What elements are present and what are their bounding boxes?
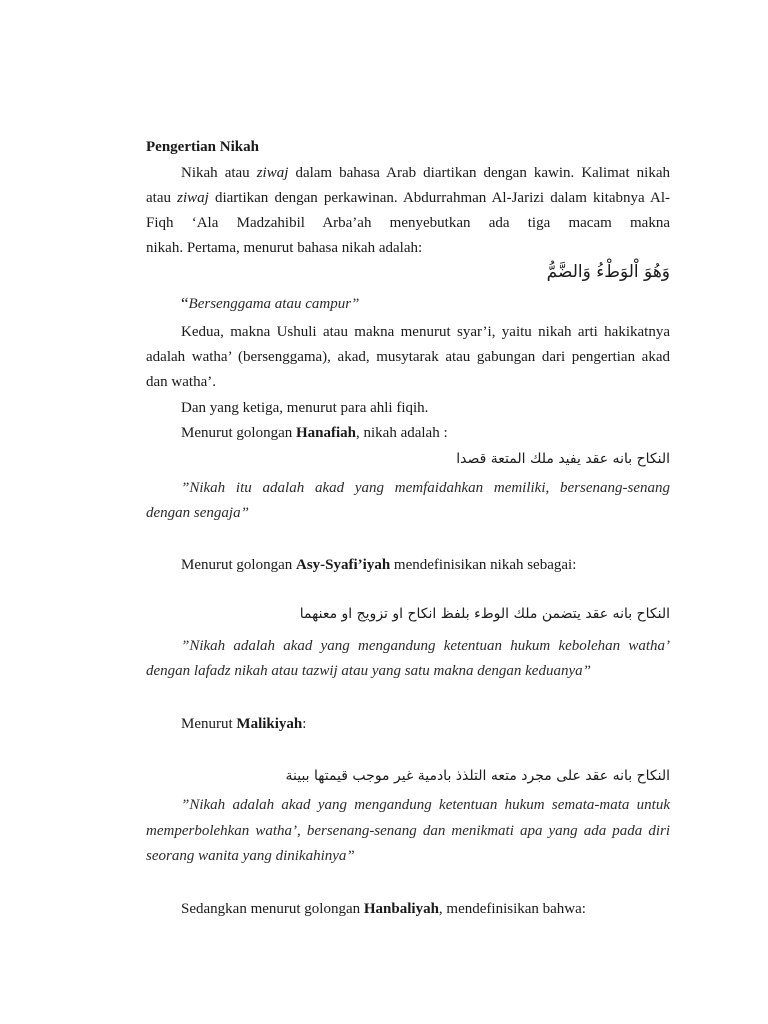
paragraph-malikiyah	[181, 714, 670, 734]
italic-term: ziwaj	[177, 190, 209, 206]
text-run: Menurut golongan	[181, 557, 296, 573]
quote-1	[181, 294, 670, 314]
quote-hanafiah-line-1: ”Nikah itu adalah akad yang memfaidahkan memiliki, bersenang-senang	[181, 480, 670, 496]
arabic-definition-hanafiah: النكاح بانه عقد يفيد ملك المتعة قصدا	[456, 451, 670, 467]
quote-hanafiah-line-2: dengan sengaja”	[146, 505, 249, 521]
text-run: dalam bahasa Arab diartikan dengan kawin. Kalimat nikah	[288, 165, 670, 181]
paragraph-1-line-4: nikah. Pertama, menurut bahasa nikah adalah:	[146, 240, 423, 256]
section-title: Pengertian Nikah	[146, 139, 259, 155]
quote-text: Bersenggama atau campur”	[188, 296, 360, 312]
italic-term: ziwaj	[256, 165, 289, 181]
quote-mark: “	[181, 294, 189, 313]
bold-term: Asy-Syafi’iyah	[295, 557, 391, 573]
text-run: mendefinisikan nikah sebagai:	[390, 557, 577, 573]
bold-term: Malikiyah	[236, 716, 303, 732]
arabic-definition-malikiyah: النكاح بانه عقد على مجرد متعه التلذذ بادمية غير موجب قيمتها ببينة	[285, 768, 670, 784]
quote-syafiiyah-line-2: dengan lafadz nikah atau tazwij atau yang satu makna dengan keduanya”	[146, 663, 591, 679]
quote-malikiyah-line-2: memperbolehkan watha’, bersenang-senang dan menikmati apa yang ada pada diri	[146, 823, 670, 839]
text-run: , mendefinisikan bahwa:	[438, 901, 586, 917]
bold-term: Hanbaliyah	[363, 901, 439, 917]
arabic-definition-1: وَهُوَ اْلوَطْءُ وَالضَّمُّ	[546, 262, 670, 282]
text-run: :	[302, 716, 307, 732]
text-run: , nikah adalah :	[356, 425, 448, 441]
paragraph-3: Dan yang ketiga, menurut para ahli fiqih.	[181, 400, 429, 416]
paragraph-2-line-1: Kedua, makna Ushuli atau makna menurut syar’i, yaitu nikah arti hakikatnya	[181, 324, 670, 340]
quote-syafiiyah-line-1: ”Nikah adalah akad yang mengandung ketentuan hukum kebolehan watha’	[181, 638, 670, 654]
paragraph-2-line-3: dan watha’.	[146, 374, 216, 390]
paragraph-syafiiyah	[181, 555, 670, 575]
text-run: Menurut golongan	[181, 425, 296, 441]
arabic-definition-syafiiyah: النكاح بانه عقد يتضمن ملك الوطء بلفظ انكاح او تزويج او معنهما	[299, 606, 670, 622]
text-run: Nikah atau	[181, 165, 257, 181]
text-run: diartikan dengan perkawinan. Abdurrahman Al-Jarizi dalam kitabnya Al-	[208, 190, 670, 206]
paragraph-hanbaliyah	[181, 899, 670, 919]
quote-malikiyah-line-3: seorang wanita yang dinikahinya”	[146, 848, 355, 864]
text-run: atau	[146, 190, 178, 206]
text-run: Sedangkan menurut golongan	[181, 901, 364, 917]
paragraph-hanafiah	[181, 423, 670, 443]
bold-term: Hanafiah	[295, 425, 356, 441]
text-run: Menurut	[181, 716, 237, 732]
paragraph-1-line-3: Fiqh ‘Ala Madzahibil Arba’ah menyebutkan ada tiga macam makna	[146, 215, 670, 231]
quote-malikiyah-line-1: ”Nikah adalah akad yang mengandung ketentuan hukum semata-mata untuk	[181, 797, 670, 813]
paragraph-1-line-1	[181, 163, 670, 183]
paragraph-1-line-2	[146, 188, 670, 208]
paragraph-2-line-2: adalah watha’ (bersenggama), akad, musytarak atau gabungan dari pengertian akad	[146, 349, 670, 365]
document-page	[146, 0, 670, 1024]
